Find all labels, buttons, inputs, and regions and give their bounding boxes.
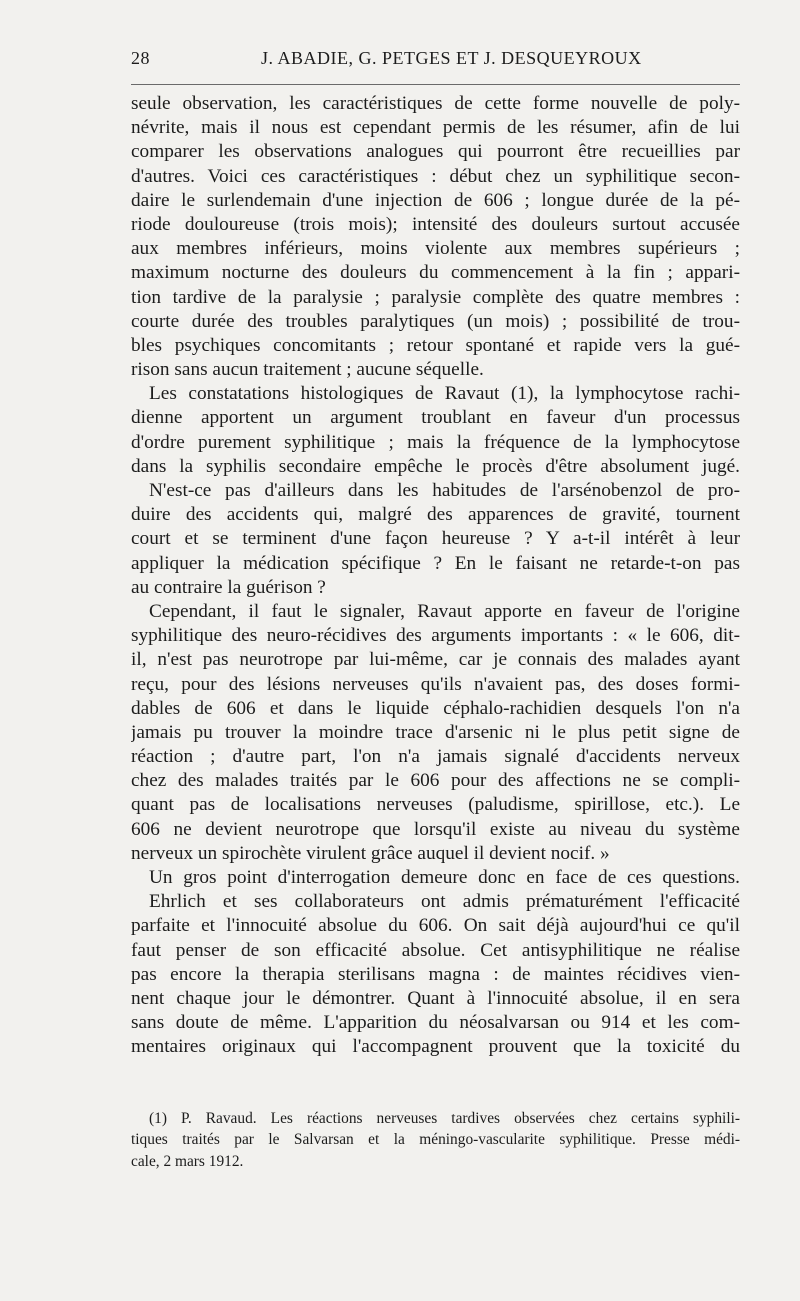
text-line: daire le surlendemain d'une injection de 606 ; longue durée de la pé- — [131, 189, 740, 211]
footnote-line: cale, 2 mars 1912. — [131, 1152, 244, 1170]
text-line: appliquer la médication spécifique ? En le faisant ne retarde-t-on pas — [131, 552, 740, 574]
text-line: névrite, mais il nous est cependant permis de les résumer, afin de lui — [131, 117, 740, 139]
text-line: dienne apportent un argument troublant en faveur d'un processus — [131, 407, 740, 429]
text-line: duire des accidents qui, malgré des apparences de gravité, tournent — [131, 504, 740, 526]
paragraph-start-line: Les constatations histologiques de Ravaut (1), la lymphocytose rachi- — [149, 383, 740, 405]
text-line: parfaite et l'innocuité absolue du 606. On sait déjà aujourd'hui ce qu'il — [131, 915, 740, 937]
text-line: réaction ; d'autre part, l'on n'a jamais signalé d'accidents nerveux — [131, 746, 740, 768]
running-head: J. ABADIE, G. PETGES ET J. DESQUEYROUX — [261, 48, 642, 68]
text-line: jamais pu trouver la moindre trace d'arsenic ni le plus petit signe de — [131, 721, 740, 743]
footnote-line: (1) P. Ravaud. Les réactions nerveuses tardives observées chez certains syphili- — [149, 1110, 740, 1127]
text-line: sans doute de même. L'apparition du néosalvarsan ou 914 et les com- — [131, 1012, 740, 1034]
text-line: d'ordre purement syphilitique ; mais la fréquence de la lymphocytose — [131, 431, 740, 453]
text-line: quant pas de localisations nerveuses (paludisme, spirillose, etc.). Le — [131, 794, 740, 816]
text-line: maximum nocturne des douleurs du commencement à la fin ; appari- — [131, 262, 740, 284]
paragraph-start-line: Ehrlich et ses collaborateurs ont admis prématurément l'efficacité — [149, 891, 740, 913]
text-line: reçu, pour des lésions nerveuses qu'ils n'avaient pas, des doses formi- — [131, 673, 740, 695]
text-line: dans la syphilis secondaire empêche le procès d'être absolument jugé. — [131, 455, 740, 477]
header-rule — [131, 84, 740, 85]
paragraph-start-line: Un gros point d'interrogation demeure donc en face de ces questions. — [149, 867, 740, 888]
footnote-line: tiques traités par le Salvarsan et la méningo-vascularite syphilitique. Presse médi- — [131, 1131, 740, 1149]
text-line: court et se terminent d'une façon heureuse ? Y a-t-il intérêt à leur — [131, 528, 740, 550]
text-line: syphilitique des neuro-récidives des arguments importants : « le 606, dit- — [131, 625, 740, 647]
text-line: aux membres inférieurs, moins violente aux membres supérieurs ; — [131, 238, 740, 260]
text-line: seule observation, les caractéristiques de cette forme nouvelle de poly- — [131, 93, 740, 114]
text-line: chez des malades traités par le 606 pour des affections ne se compli- — [131, 770, 740, 792]
text-line: rison sans aucun traitement ; aucune séquelle. — [131, 359, 484, 381]
paragraph-start-line: Cependant, il faut le signaler, Ravaut apporte en faveur de l'origine — [149, 600, 740, 622]
text-line: mentaires originaux qui l'accompagnent prouvent que la toxicité du — [131, 1036, 740, 1058]
text-line: d'autres. Voici ces caractéristiques : début chez un syphilitique secon- — [131, 165, 740, 187]
text-line: au contraire la guérison ? — [131, 576, 326, 598]
text-line: courte durée des troubles paralytiques (un mois) ; possibilité de trou- — [131, 310, 740, 332]
text-line: 606 ne devient neurotrope que lorsqu'il existe au niveau du système — [131, 818, 740, 840]
body-text — [131, 92, 740, 1060]
text-line: nent chaque jour le démontrer. Quant à l'innocuité absolue, il en sera — [131, 987, 740, 1009]
text-line: nerveux un spirochète virulent grâce auquel il devient nocif. » — [131, 842, 610, 864]
text-line: il, n'est pas neurotrope par lui-même, car je connais des malades ayant — [131, 649, 740, 671]
page-number: 28 — [131, 48, 150, 68]
page-header — [131, 44, 740, 76]
text-line: pas encore la therapia sterilisans magna : de maintes récidives vien- — [131, 963, 740, 985]
text-line: dables de 606 et dans le liquide céphalo-rachidien desquels l'on n'a — [131, 697, 740, 719]
footnote — [131, 1108, 740, 1172]
text-line: riode douloureuse (trois mois); intensité des douleurs surtout accusée — [131, 213, 740, 235]
text-line: comparer les observations analogues qui pourront être recueillies par — [131, 141, 740, 163]
paragraph-start-line: N'est-ce pas d'ailleurs dans les habitudes de l'arsénobenzol de pro- — [149, 480, 740, 501]
text-line: bles psychiques concomitants ; retour spontané et rapide vers la gué- — [131, 334, 740, 356]
text-line: faut penser de son efficacité absolue. Cet antisyphilitique ne réalise — [131, 939, 740, 961]
text-line: tion tardive de la paralysie ; paralysie complète des quatre membres : — [131, 286, 740, 308]
